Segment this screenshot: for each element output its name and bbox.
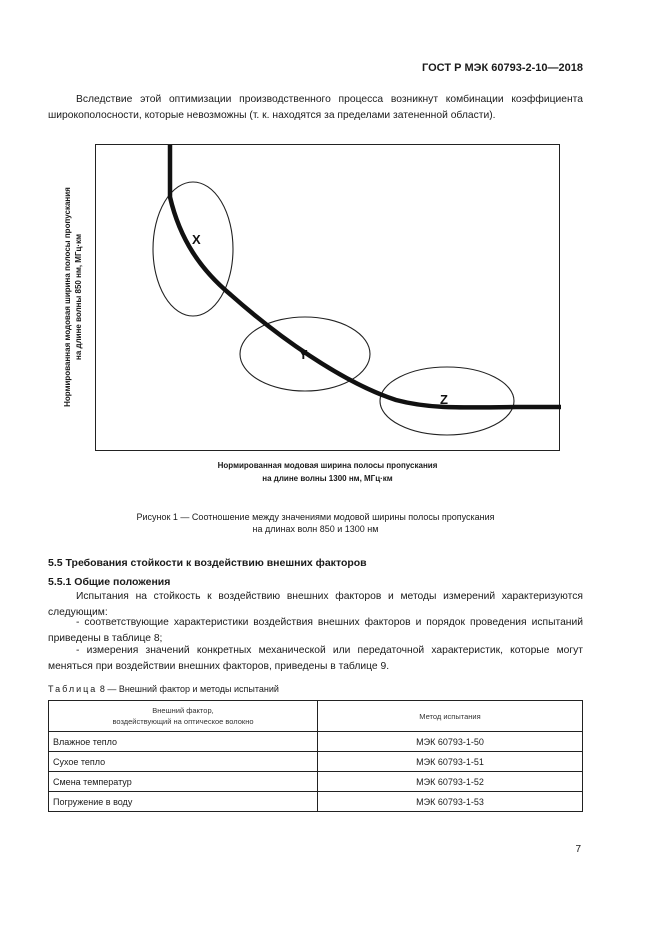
method-cell: МЭК 60793-1-52 (318, 772, 583, 792)
section-paragraph: Испытания на стойкость к воздействию внешних факторов и методы измерений характеризуются следующим: (48, 591, 583, 618)
table-row (49, 732, 583, 752)
list-item: - соответствующие характеристики воздействия внешних факторов и порядок проведения испытаний приведены в таблице 8; (48, 617, 583, 644)
factor-cell: Погружение в воду (49, 792, 318, 812)
table-header-row (49, 701, 583, 732)
figure-caption-line1: Рисунок 1 — Соотношение между значениями модовой ширины полосы пропускания (136, 512, 495, 522)
factor-cell: Сухое тепло (49, 752, 318, 772)
figure-caption (48, 511, 583, 535)
table-header-factor (49, 701, 318, 732)
figure-x-axis-label (95, 459, 560, 485)
table-header-method: Метод испытания (318, 701, 583, 732)
method-cell: МЭК 60793-1-53 (318, 792, 583, 812)
x-axis-label-line1: Нормированная модовая ширина полосы пропускания (217, 461, 438, 470)
region-z-label: Z (440, 392, 448, 407)
figure-frame (95, 144, 560, 451)
list-item: - измерения значений конкретных механической или передаточной характеристик, которые могут меняться при воздействии внешних факторов, приведены в таблице 9. (48, 645, 583, 672)
x-axis-label-line2: на длине волны 1300 нм, МГц·км (262, 474, 393, 483)
table-row (49, 752, 583, 772)
table-row (49, 772, 583, 792)
figure-caption-line2: на длинах волн 850 и 1300 нм (252, 524, 379, 534)
intro-paragraph: Вследствие этой оптимизации производственного процесса возникнут комбинации коэффициента широкополосности, которые невозможны (т. к. находятся за пределами затененной области). (48, 94, 583, 121)
y-axis-label-line1: Нормированная модовая ширина полосы пропускания (63, 187, 72, 407)
factor-cell: Смена температур (49, 772, 318, 792)
table-title (48, 684, 279, 694)
bandwidth-curve-figure (96, 145, 561, 452)
table-title-text: 8 — Внешний фактор и методы испытаний (99, 684, 279, 694)
table-row (49, 792, 583, 812)
method-cell: МЭК 60793-1-51 (318, 752, 583, 772)
environment-tests-table (48, 700, 583, 812)
subsection-title: 5.5.1 Общие положения (48, 576, 171, 588)
document-header: ГОСТ Р МЭК 60793-2-10—2018 (422, 62, 583, 74)
header-factor-line1: Внешний фактор, (152, 706, 214, 715)
header-factor-line2: воздействующий на оптическое волокно (112, 717, 254, 726)
y-axis-label-line2: на длине волны 850 нм, МГц·км (74, 233, 83, 361)
page-number: 7 (575, 844, 581, 855)
method-cell: МЭК 60793-1-50 (318, 732, 583, 752)
section-title: 5.5 Требования стойкости к воздействию внешних факторов (48, 557, 367, 569)
region-x-label: X (192, 232, 201, 247)
table-label: Таблица (48, 684, 98, 694)
factor-cell: Влажное тепло (49, 732, 318, 752)
region-y-label: Y (299, 347, 308, 362)
